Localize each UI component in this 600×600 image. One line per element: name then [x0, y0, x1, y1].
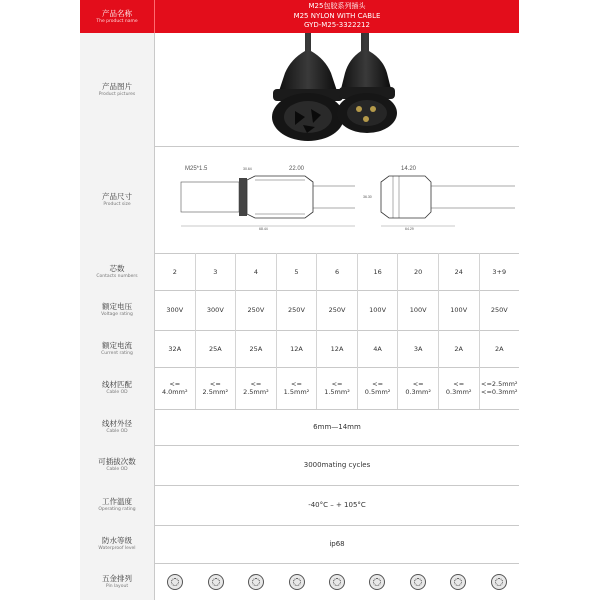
dim-length-right: 64.29 [405, 227, 414, 231]
size-label-cn: 产品尺寸 [102, 191, 132, 201]
pin-layout-icon [369, 574, 385, 590]
connector-photo [155, 33, 519, 145]
contacts-cell: 6 [317, 253, 358, 290]
temperature-label-en: Operating rating [98, 507, 136, 512]
wire-bottom: 4.0mm² [161, 388, 188, 396]
product-title [155, 0, 519, 33]
wire-row [80, 367, 519, 410]
wire-cell [398, 367, 439, 409]
waterproof-label-cn: 防水等级 [102, 536, 132, 545]
current-cell: 2A [439, 330, 480, 367]
voltage-cell: 250V [317, 290, 358, 330]
product-title-cn: M25包胶系列插头 [308, 2, 366, 11]
wire-cell [358, 367, 399, 409]
voltage-label-cn: 额定电压 [102, 302, 132, 311]
temperature-row [80, 485, 519, 526]
current-cell: 2A [494, 344, 504, 353]
pin-label-cn: 五金排列 [102, 573, 132, 583]
product-photo [155, 33, 519, 146]
pin-layout-icon [450, 574, 466, 590]
wire-cell [317, 367, 358, 409]
left-cable-body [279, 33, 337, 91]
cable-od-label-cn: 线材外径 [102, 419, 132, 428]
wire-top: <= [412, 380, 424, 388]
pin-layout-icon [289, 574, 305, 590]
voltage-cell: 300V [155, 290, 196, 330]
wire-top: <= [250, 380, 262, 388]
pin-label [80, 563, 155, 600]
voltage-label [80, 290, 155, 330]
wire-top: <= [372, 380, 384, 388]
wire-bottom: 1.5mm² [283, 388, 310, 396]
dim-diameter: 22.00 [289, 166, 305, 172]
pin-row [80, 563, 519, 600]
contacts-cell: 4 [236, 253, 277, 290]
wire-bottom: 0.3mm² [445, 388, 472, 396]
wire-top: <= [331, 380, 343, 388]
temperature-label [80, 485, 155, 525]
voltage-cell: 250V [277, 290, 318, 330]
contacts-label [80, 253, 155, 290]
current-cell: 25A [196, 330, 237, 367]
dimension-drawing [155, 146, 519, 252]
temperature-value: -40°C – + 105°C [308, 501, 366, 509]
wire-cell [277, 367, 318, 409]
size-label [80, 146, 155, 253]
dim-thread: M25*1.5 [185, 166, 208, 172]
dim-right-top: 14.20 [401, 166, 417, 172]
waterproof-label-en: Waterproof level [98, 546, 136, 551]
current-label [80, 330, 155, 367]
pin-layout-icon [329, 574, 345, 590]
cable-od-label [80, 409, 155, 445]
picture-label-en: Product pictures [98, 91, 136, 97]
cable-od-row [80, 409, 519, 446]
waterproof-row [80, 525, 519, 564]
cable-od-value: 6mm—14mm [313, 423, 361, 431]
wire-bottom: 1.5mm² [324, 388, 350, 396]
picture-label-cn: 产品图片 [102, 81, 132, 91]
voltage-row [80, 290, 519, 331]
wire-cell [236, 367, 277, 409]
contacts-cell: 16 [358, 253, 399, 290]
current-cell: 32A [155, 330, 196, 367]
contacts-row [80, 253, 519, 291]
waterproof-label [80, 525, 155, 563]
contacts-label-cn: 芯数 [109, 263, 125, 273]
wire-label-en: Cable OD [106, 390, 128, 395]
wire-label-cn: 线材匹配 [102, 380, 132, 389]
wire-top: <=2.5mm² [481, 380, 518, 388]
voltage-cell: 250V [490, 306, 508, 314]
size-row [80, 146, 519, 254]
size-drawing [155, 146, 519, 253]
dim-left-small: 30.64 [243, 167, 252, 171]
pin-layout-icon [491, 574, 507, 590]
mating-value: 3000mating cycles [303, 461, 371, 469]
current-label-en: Current rating [101, 350, 133, 356]
contacts-cell: 5 [277, 253, 318, 290]
current-cell: 4A [358, 330, 399, 367]
dim-length-left: 68.44 [259, 227, 268, 231]
wire-top: <= [169, 380, 181, 388]
header-row [80, 0, 519, 33]
current-cell: 12A [277, 330, 318, 367]
header-label-en: The product name [96, 18, 138, 24]
current-row [80, 330, 519, 368]
contacts-cell: 3+9 [492, 267, 507, 276]
pin-layout-icon [167, 574, 183, 590]
wire-bottom: 0.3mm² [405, 388, 431, 396]
mating-row [80, 445, 519, 486]
voltage-cell: 100V [358, 290, 399, 330]
current-label-cn: 额定电流 [102, 340, 132, 350]
wire-label [80, 367, 155, 409]
wire-cell [155, 367, 196, 409]
pin-layout-icon [208, 574, 224, 590]
temperature-label-cn: 工作温度 [102, 497, 132, 506]
spec-sheet [80, 0, 519, 600]
size-label-en: Product size [103, 201, 131, 207]
voltage-cell: 300V [196, 290, 237, 330]
pin-layout-icon [410, 574, 426, 590]
pin-layout-icon [248, 574, 264, 590]
wire-top: <= [453, 380, 465, 388]
contacts-cell: 24 [439, 253, 480, 290]
wire-cell [439, 367, 480, 409]
voltage-cell: 250V [236, 290, 277, 330]
contacts-cell: 3 [196, 253, 237, 290]
current-cell: 25A [236, 330, 277, 367]
product-model: GYD-M25-3322212 [304, 21, 370, 30]
voltage-cell: 100V [398, 290, 439, 330]
picture-label [80, 33, 155, 146]
mating-label-cn: 可插拔次数 [98, 457, 136, 466]
wire-bottom: 0.5mm² [364, 388, 391, 396]
current-cell: 12A [317, 330, 358, 367]
contacts-cell: 2 [155, 253, 196, 290]
contacts-label-en: Contacts numbers [96, 273, 138, 279]
pin-label-en: Pin layout [105, 583, 129, 589]
wire-top: <= [291, 380, 302, 388]
header-label [80, 0, 155, 33]
header-label-cn: 产品名称 [102, 8, 132, 18]
current-cell: 3A [398, 330, 439, 367]
wire-top: <= [209, 380, 221, 388]
cable-od-label-en: Cable OD [106, 429, 128, 434]
wire-cell [196, 367, 237, 409]
voltage-label-en: Voltage rating [101, 312, 133, 317]
right-cable-body [341, 33, 391, 89]
wire-bottom: <=0.3mm² [481, 388, 518, 396]
product-title-en: M25 NYLON WITH CABLE [293, 11, 381, 20]
waterproof-value: ip68 [329, 540, 345, 548]
wire-cell [480, 367, 520, 409]
wire-bottom: 2.5mm² [202, 388, 229, 396]
voltage-cell: 100V [439, 290, 480, 330]
dim-right-side: 36.30 [363, 195, 372, 199]
wire-bottom: 2.5mm² [243, 388, 269, 396]
mating-label [80, 445, 155, 485]
mating-label-en: Cable OD [106, 467, 128, 472]
contacts-cell: 20 [398, 253, 439, 290]
picture-row [80, 33, 519, 147]
